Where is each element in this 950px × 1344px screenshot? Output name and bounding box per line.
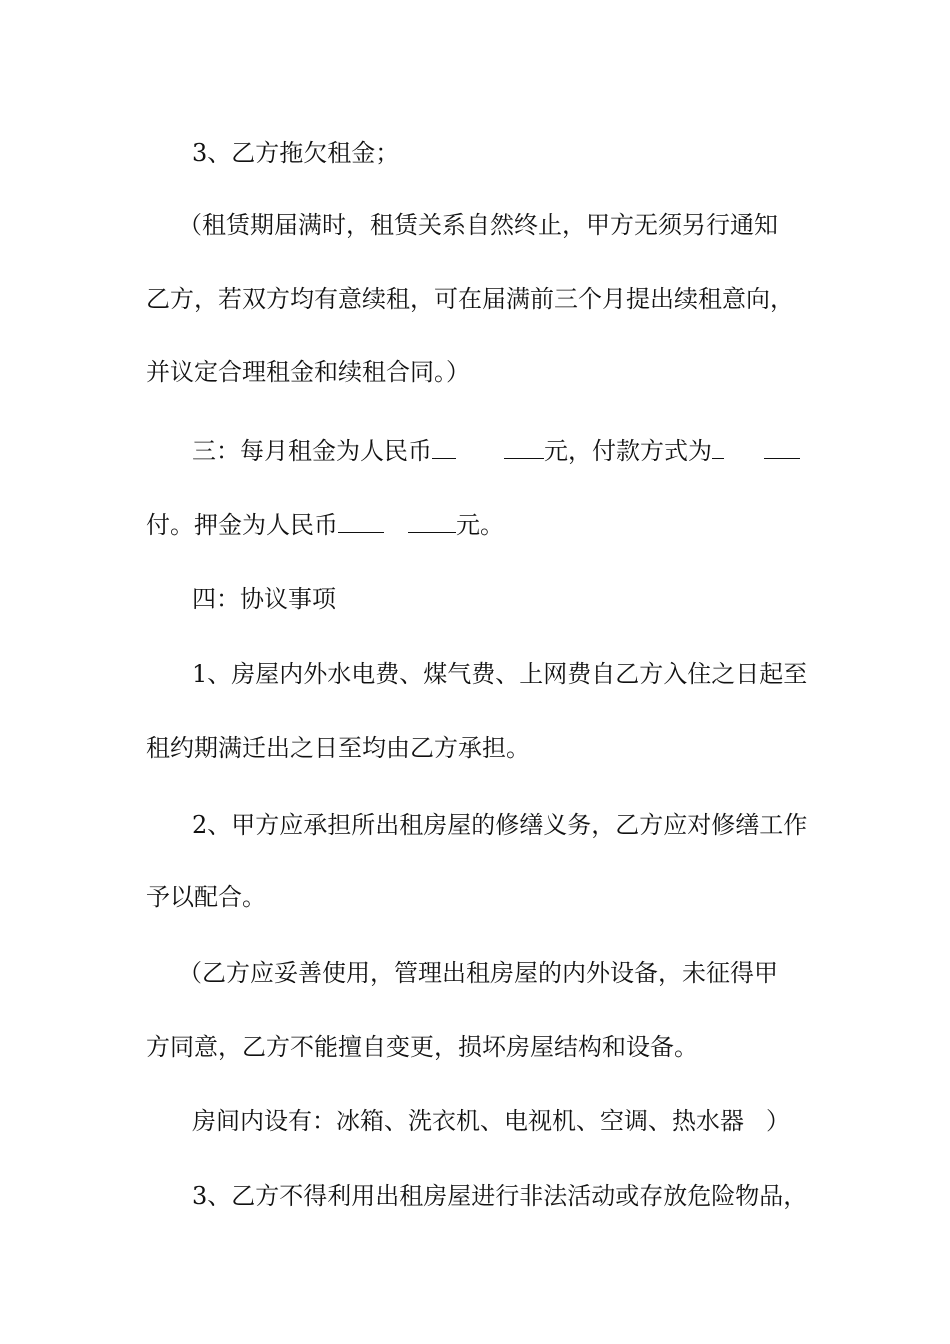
clause-4-1-line-1 — [192, 659, 862, 689]
rent-clause-line-1 — [192, 436, 862, 466]
clause-4-3-line-1 — [192, 1181, 862, 1211]
lease-expiry-note-text-2: 乙方，若双方均有意续租，可在届满前三个月提出续租意向， — [146, 285, 794, 313]
rent-amount-label: 三：每月租金为人民币 — [192, 437, 432, 465]
equipment-note-text-1: （乙方应妥善使用，管理出租房屋的内外设备，未征得甲 — [178, 959, 778, 987]
equipment-note-line-1 — [178, 958, 848, 988]
rent-amount-blank-right — [504, 436, 544, 459]
clause-4-2-text-2: 予以配合。 — [146, 883, 266, 911]
lease-expiry-note-line-2 — [146, 284, 816, 314]
lease-expiry-note-line-1 — [178, 210, 848, 240]
payment-method-label: 元，付款方式为 — [544, 437, 712, 465]
appliance-list-line — [192, 1106, 862, 1136]
payment-method-blank-left — [712, 436, 724, 459]
equipment-note-text-2: 方同意，乙方不能擅自变更，损坏房屋结构和设备。 — [146, 1033, 698, 1061]
lease-expiry-note-text-1: （租赁期届满时，租赁关系自然终止，甲方无须另行通知 — [178, 211, 778, 239]
rent-clause-line-2 — [146, 510, 816, 540]
payment-method-blank-right — [764, 436, 800, 459]
section-4-heading-text: 四：协议事项 — [192, 585, 336, 613]
clause-4-2-line-1 — [192, 810, 862, 840]
equipment-note-line-2 — [146, 1032, 816, 1062]
appliance-list-text: 房间内设有：冰箱、洗衣机、电视机、空调、热水器 — [192, 1107, 744, 1135]
clause-4-1-line-2 — [146, 733, 816, 763]
clause-4-3-text-1: 3、乙方不得利用出租房屋进行非法活动或存放危险物品， — [192, 1182, 808, 1210]
rent-amount-blank-left — [432, 436, 456, 459]
deposit-blank-right — [408, 510, 456, 533]
section-4-heading — [192, 584, 862, 614]
deposit-blank-left — [338, 510, 384, 533]
clause-4-1-text-2: 租约期满迁出之日至均由乙方承担。 — [146, 734, 530, 762]
clause-4-2-line-2 — [146, 882, 816, 912]
lease-expiry-note-line-3 — [146, 357, 816, 387]
appliance-list-close-paren: ） — [766, 1107, 790, 1135]
clause-3-arrears — [192, 138, 862, 168]
clause-4-1-text-1: 1、房屋内外水电费、煤气费、上网费自乙方入住之日起至 — [192, 660, 808, 688]
lease-expiry-note-text-3: 并议定合理租金和续租合同。） — [146, 358, 470, 386]
clause-4-2-text-1: 2、甲方应承担所出租房屋的修缮义务，乙方应对修缮工作 — [192, 811, 808, 839]
deposit-label: 付。押金为人民币 — [146, 511, 338, 539]
deposit-unit: 元。 — [456, 511, 504, 539]
clause-3-arrears-text: 3、乙方拖欠租金； — [192, 139, 400, 167]
